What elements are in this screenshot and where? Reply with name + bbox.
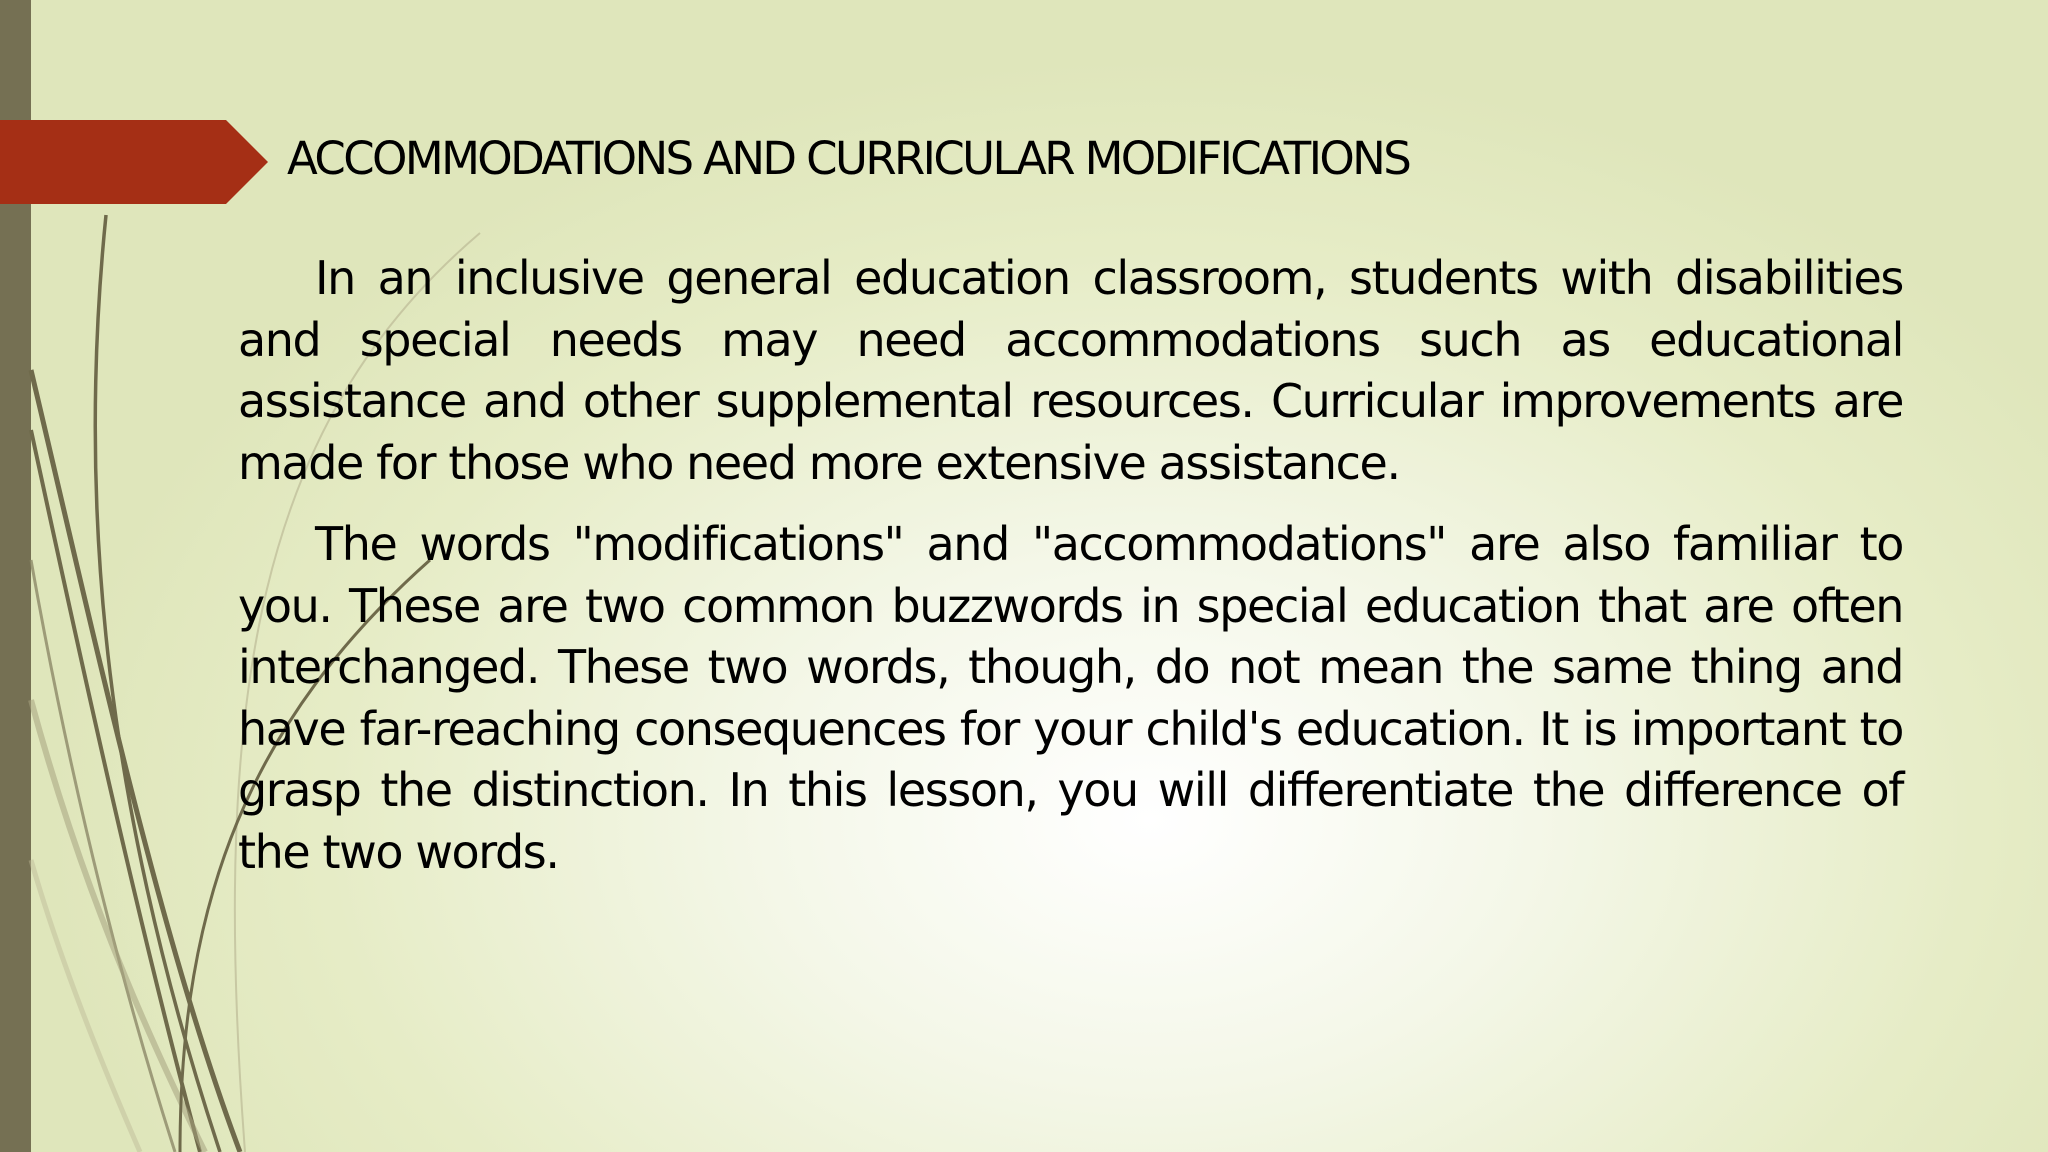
body-text <box>238 248 1903 903</box>
slide-title: ACCOMMODATIONS AND CURRICULAR MODIFICATIONS <box>287 132 1410 185</box>
title-arrow-shape <box>0 0 280 220</box>
paragraph-1: In an inclusive general education classroom, students with disabilities and special needs may need accommodations such as educational assistance and other supplemental resources. Curricular improvements are made for those who need more extensive assistance. <box>238 251 1903 490</box>
paragraph-2: The words "modifications" and "accommodations" are also familiar to you. These are two common buzzwords in special education that are often interchanged. These two words, though, do not mean the same thing and have far-reaching consequences for your child's education. It is important to grasp the distinction. In this lesson, you will differentiate the difference of the two words. <box>238 517 1903 879</box>
